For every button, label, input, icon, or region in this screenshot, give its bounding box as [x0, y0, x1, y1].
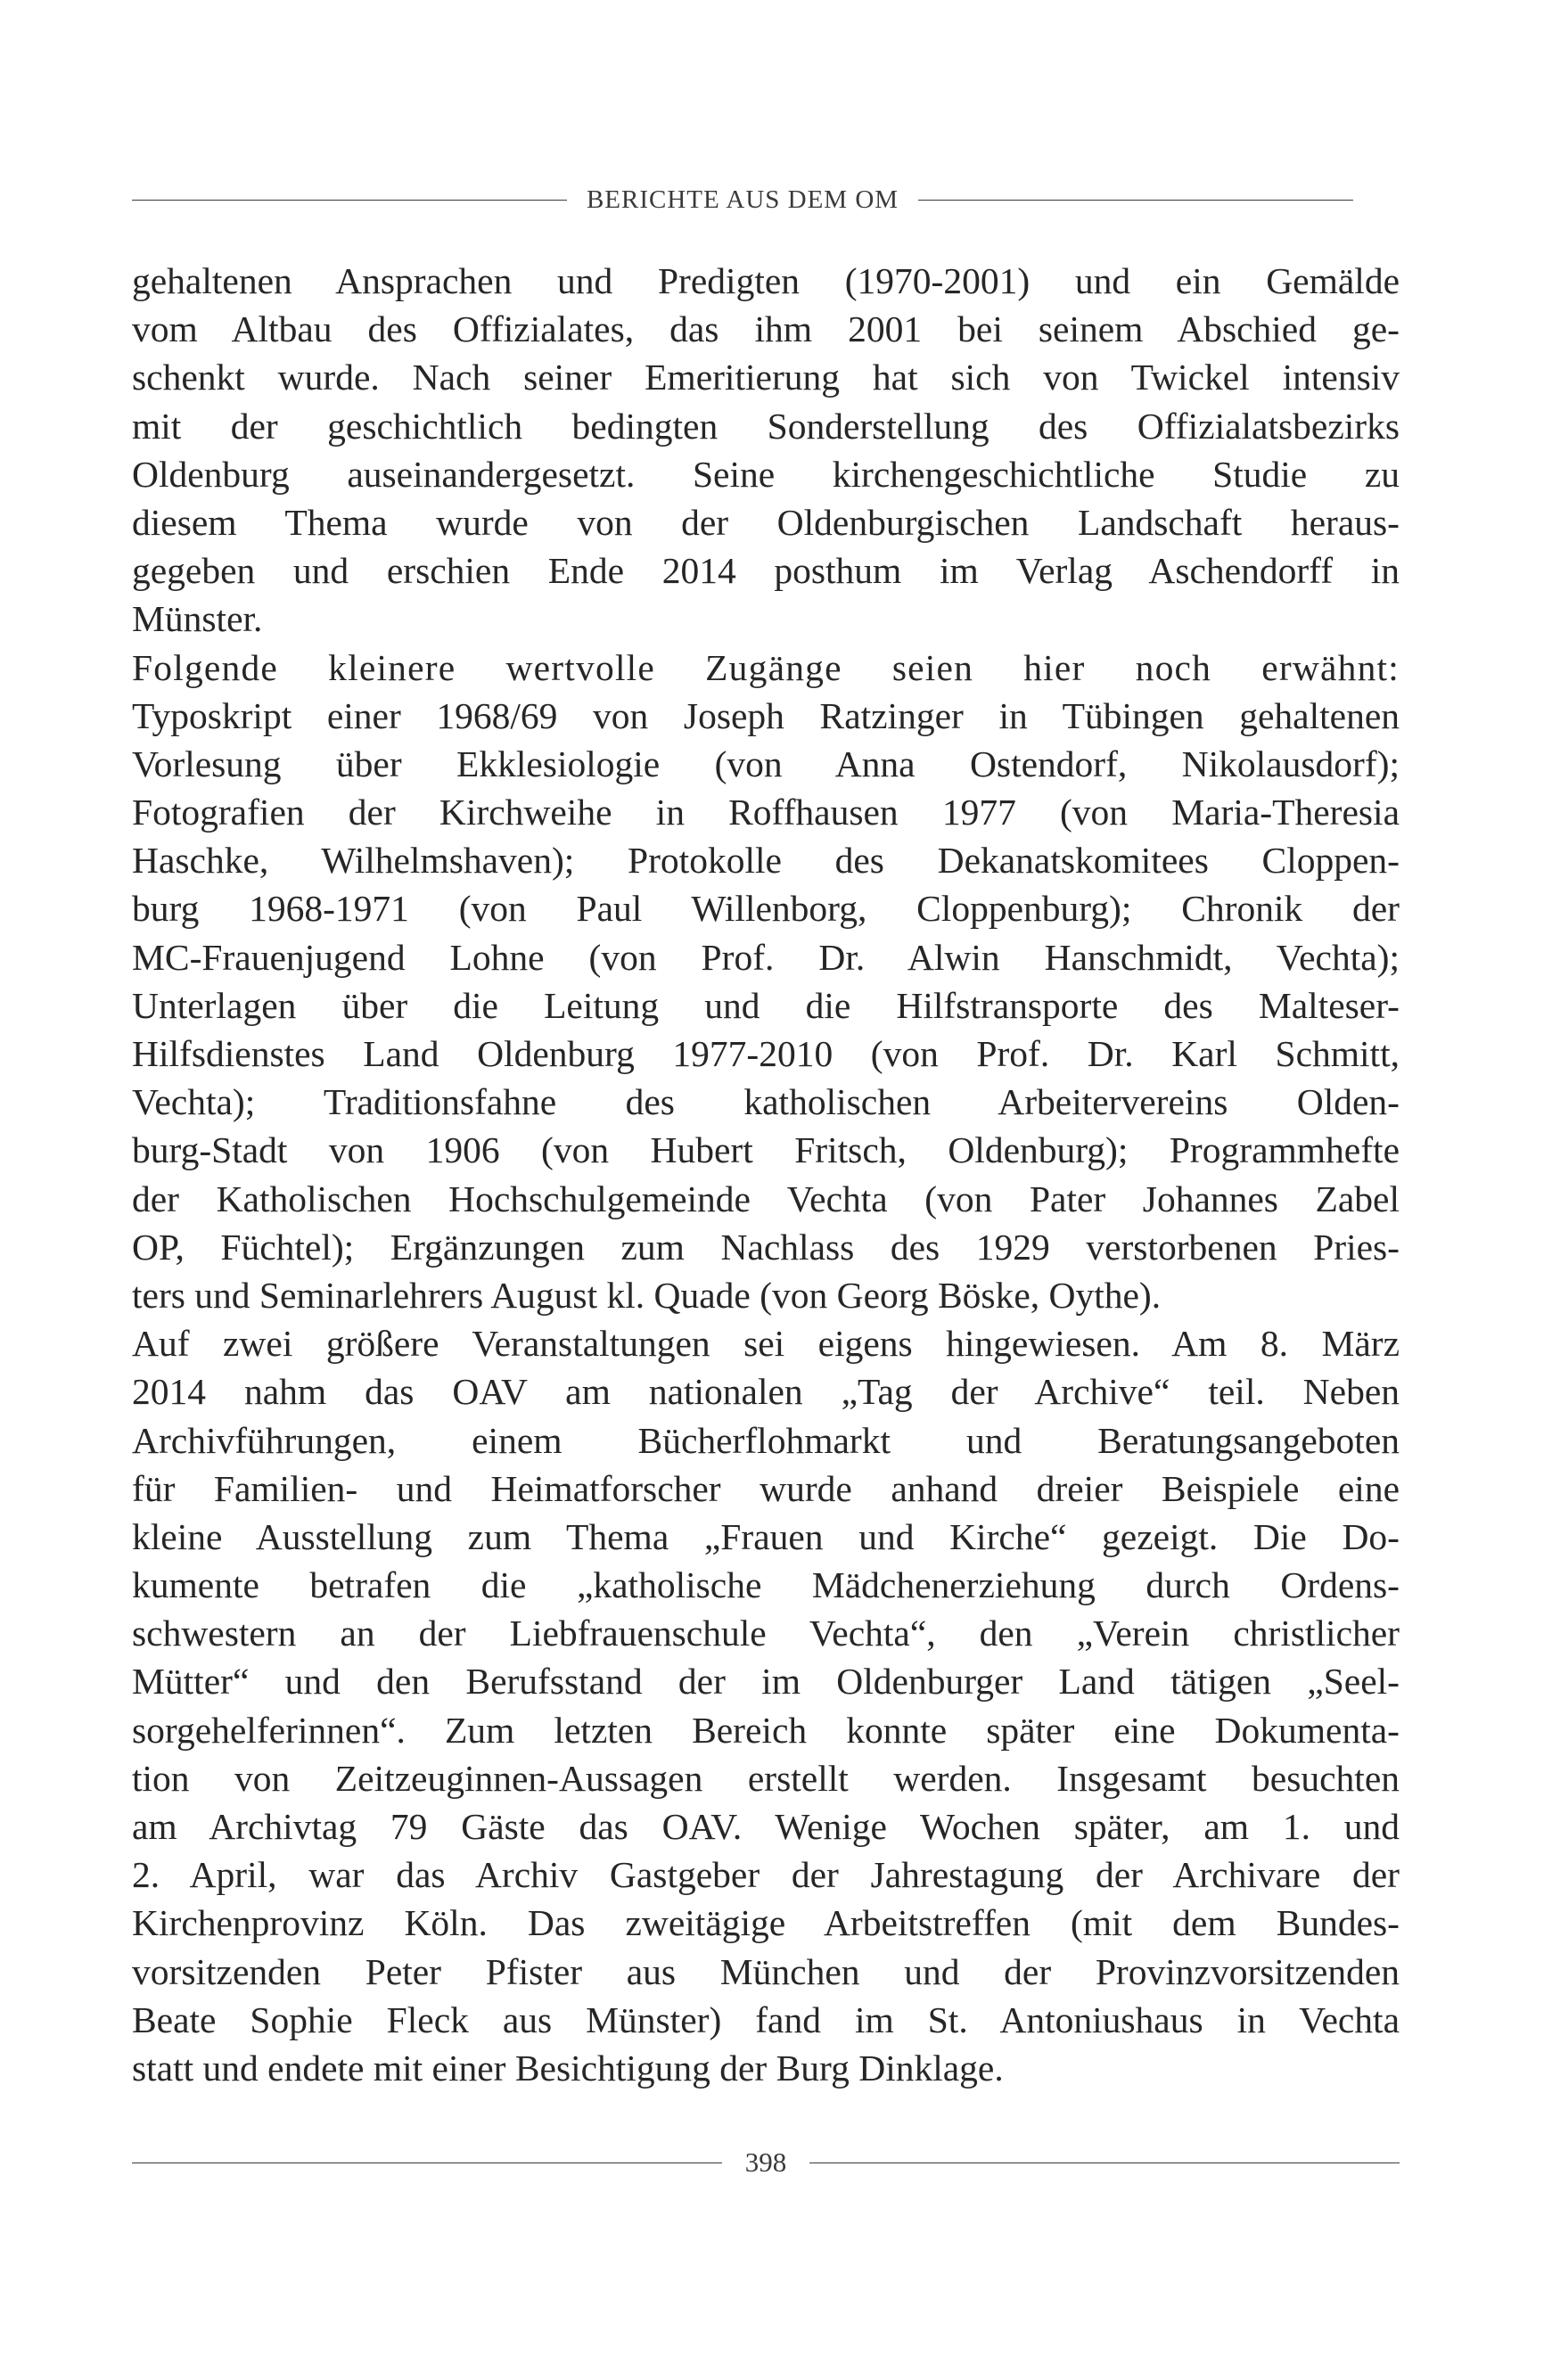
text-line: kumente betrafen die „katholische Mädchenerziehung durch Ordens- [132, 1564, 1400, 1606]
text-line: Fotografien der Kirchweihe in Roffhausen 1977 (von Maria-Theresia [132, 792, 1400, 833]
text-line: Münster. [132, 598, 263, 640]
paragraph-1 [132, 257, 1400, 644]
text-line: schwestern an der Liebfrauenschule Vechta“, den „Verein christlicher [132, 1613, 1400, 1654]
text-line: gegeben und erschien Ende 2014 posthum im Verlag Aschendorff in [132, 550, 1400, 592]
running-head-rule-left [132, 200, 567, 201]
text-line: 2014 nahm das OAV am nationalen „Tag der Archive“ teil. Neben [132, 1371, 1400, 1413]
page-footer [132, 2145, 1400, 2180]
text-line: für Familien- und Heimatforscher wurde anhand dreier Beispiele eine [132, 1467, 1400, 1509]
text-line: Oldenburg auseinandergesetzt. Seine kirchengeschichtliche Studie zu [132, 453, 1400, 495]
text-line: schenkt wurde. Nach seiner Emeritierung hat sich von Twickel intensiv [132, 357, 1400, 398]
text-line: sorgehelferinnen“. Zum letzten Bereich konnte später eine Dokumenta- [132, 1709, 1400, 1751]
text-line: vom Altbau des Offizialates, das ihm 2001 bei seinem Abschied ge- [132, 308, 1400, 350]
text-line: Hilfsdienstes Land Oldenburg 1977-2010 (von Prof. Dr. Karl Schmitt, [132, 1033, 1400, 1074]
text-line: Unterlagen über die Leitung und die Hilfstransporte des Malteser- [132, 984, 1400, 1026]
text-line: OP, Füchtel); Ergänzungen zum Nachlass des 1929 verstorbenen Pries- [132, 1226, 1400, 1268]
text-line: diesem Thema wurde von der Oldenburgischen Landschaft heraus- [132, 501, 1400, 543]
text-line: Vorlesung über Ekklesiologie (von Anna Ostendorf, Nikolausdorf); [132, 743, 1400, 784]
text-line: Mütter“ und den Berufsstand der im Oldenburger Land tätigen „Seel- [132, 1661, 1400, 1703]
text-line: mit der geschichtlich bedingten Sonderstellung des Offizialatsbezirks [132, 405, 1400, 447]
running-head-rule-right [918, 200, 1353, 201]
text-line: Vechta); Traditionsfahne des katholischen Arbeitervereins Olden- [132, 1081, 1400, 1123]
page-number: 398 [744, 2146, 787, 2178]
text-line: tion von Zeitzeuginnen-Aussagen erstellt werden. Insgesamt besuchten [132, 1757, 1400, 1799]
text-line: statt und endete mit einer Besichtigung der Burg Dinklage. [132, 2047, 1004, 2089]
text-line: ters und Seminarlehrers August kl. Quade (von Georg Böske, Oythe). [132, 1274, 1162, 1316]
text-line: burg 1968-1971 (von Paul Willenborg, Cloppenburg); Chronik der [132, 888, 1400, 930]
text-line: Beate Sophie Fleck aus Münster) fand im St. Antoniushaus in Vechta [132, 1998, 1400, 2040]
text-line: der Katholischen Hochschulgemeinde Vechta (von Pater Johannes Zabel [132, 1178, 1400, 1219]
text-line: Typoskript einer 1968/69 von Joseph Ratzinger in Tübingen gehaltenen [132, 694, 1400, 736]
running-head-title: BERICHTE AUS DEM OM [586, 185, 899, 214]
paragraph-2 [132, 644, 1400, 1320]
text-line: Auf zwei größere Veranstaltungen sei eigens hingewiesen. Am 8. März [132, 1323, 1400, 1365]
text-line: Folgende kleinere wertvolle Zugänge seien hier noch erwähnt: [132, 646, 1400, 688]
text-line: vorsitzenden Peter Pfister aus München und der Provinzvorsitzenden [132, 1950, 1400, 1992]
text-line: Haschke, Wilhelmshaven); Protokolle des Dekanatskomitees Cloppen- [132, 840, 1400, 882]
text-line: MC-Frauenjugend Lohne (von Prof. Dr. Alwin Hanschmidt, Vechta); [132, 936, 1400, 978]
text-line: 2. April, war das Archiv Gastgeber der Jahrestagung der Archivare der [132, 1854, 1400, 1896]
text-line: kleine Ausstellung zum Thema „Frauen und Kirche“ gezeigt. Die Do- [132, 1515, 1400, 1557]
body-text [132, 257, 1400, 2092]
text-line: gehaltenen Ansprachen und Predigten (1970-2001) und ein Gemälde [132, 260, 1400, 301]
text-line: Archivführungen, einem Bücherflohmarkt und Beratungsangeboten [132, 1419, 1400, 1461]
text-line: am Archivtag 79 Gäste das OAV. Wenige Wochen später, am 1. und [132, 1806, 1400, 1847]
paragraph-3 [132, 1319, 1400, 2092]
running-head [132, 182, 1353, 217]
text-line: burg-Stadt von 1906 (von Hubert Fritsch, Oldenburg); Programmhefte [132, 1129, 1400, 1171]
text-line: Kirchenprovinz Köln. Das zweitägige Arbeitstreffen (mit dem Bundes- [132, 1902, 1400, 1944]
